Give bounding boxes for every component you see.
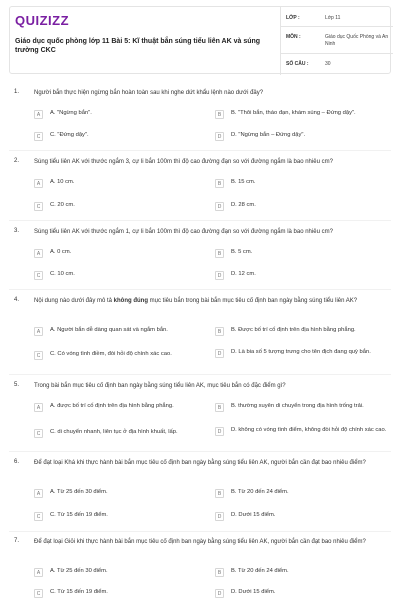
question-divider	[9, 150, 391, 151]
option-text: C. Có vóng tình điềm, đòi hỏi độ chính xác cao.	[50, 351, 172, 357]
meta-row-subject	[281, 27, 393, 54]
question-text: Người bắn thực hiện ngừng bắn hoàn toàn sau khi nghe dứt khẩu lệnh nào dưới đây?	[34, 90, 264, 96]
option-text: D. không có vóng tình điểm, không đòi hỏi độ chính xác cao.	[231, 427, 387, 433]
question-text: Súng tiểu liên AK với thước ngắm 1, cự li bắn 100m thì độ cao đường đạn so với đường ngắm là bao nhiêu cm?	[34, 229, 333, 235]
question-text: Trong bài bắn mục tiêu cố định ban ngày bằng súng tiểu liên AK, mục tiêu bắn có đặc điểm gì?	[34, 383, 286, 389]
option-letter-badge: C	[34, 589, 43, 598]
option-letter-badge: A	[34, 179, 43, 188]
option-letter-badge: A	[34, 249, 43, 258]
option-text: A. Từ 25 đến 30 điểm.	[50, 568, 108, 574]
option-text: B. thường xuyên di chuyển trong địa hình trống trải.	[231, 403, 364, 409]
option-text: B. "Thôi bắn, tháo đạn, khám súng – Đứng dậy".	[231, 110, 356, 116]
option-letter-badge: C	[34, 429, 43, 438]
option-text: B. Từ 20 đến 24 điểm.	[231, 489, 289, 495]
option-text: D. Dưới 15 điểm.	[231, 512, 276, 518]
option-letter-badge: D	[215, 132, 224, 141]
option-letter-badge: B	[215, 568, 224, 577]
subject-value: Giáo dục Quốc Phòng và An Ninh	[325, 34, 389, 47]
question-number: 7.	[14, 538, 20, 544]
question-number: 4.	[14, 297, 20, 303]
option-text: C. 10 cm.	[50, 271, 75, 277]
option-letter-badge: B	[215, 489, 224, 498]
option-letter-badge: A	[34, 568, 43, 577]
option-letter-badge: A	[34, 327, 43, 336]
option-letter-badge: D	[215, 512, 224, 521]
subject-label: MÔN :	[286, 34, 301, 40]
question-text: Nội dung nào dưới đây mô tả không đúng mục tiêu bắn trong bài bắn mục tiêu cố định ban ngày bằng súng tiểu liên AK?	[34, 298, 358, 304]
question-divider	[9, 531, 391, 532]
option-text: D. Dưới 15 điểm.	[231, 589, 276, 595]
option-letter-badge: B	[215, 110, 224, 119]
option-text: D. "Ngừng bắn – Đứng dậy".	[231, 132, 306, 138]
question-text: Để đạt loại Khá khi thực hành bài bắn mục tiêu cố định ban ngày bằng súng tiểu liên AK, người bắn cần đạt bao nhiêu điểm?	[34, 460, 366, 466]
question-number: 5.	[14, 382, 20, 388]
option-text: C. di chuyển nhanh, liên tục ở địa hình khuất, lấp.	[50, 429, 178, 435]
option-text: C. 20 cm.	[50, 202, 75, 208]
option-letter-badge: C	[34, 132, 43, 141]
question-divider	[9, 451, 391, 452]
option-text: A. được bố trí cố định trên địa hình bằng phẳng.	[50, 403, 174, 409]
option-letter-badge: D	[215, 271, 224, 280]
option-letter-badge: B	[215, 403, 224, 412]
option-text: A. 0 cm.	[50, 249, 72, 255]
question-text: Súng tiểu liên AK với thước ngắm 3, cự li bắn 100m thì độ cao đường đạn so với đường ngắm là bao nhiêu cm?	[34, 159, 333, 165]
class-label: LỚP :	[286, 15, 300, 21]
emphasis-text: không đúng	[113, 298, 148, 304]
option-text: B. Từ 20 đến 24 điểm.	[231, 568, 289, 574]
class-value: Lớp 11	[325, 15, 341, 21]
option-letter-badge: C	[34, 202, 43, 211]
option-letter-badge: C	[34, 512, 43, 521]
meta-table	[280, 7, 392, 75]
option-text: D. 12 cm.	[231, 271, 256, 277]
count-value: 30	[325, 61, 331, 67]
option-letter-badge: D	[215, 202, 224, 211]
meta-row-class	[281, 7, 393, 27]
question-number: 6.	[14, 459, 20, 465]
option-text: C. Từ 15 đến 19 điểm.	[50, 589, 108, 595]
option-letter-badge: C	[34, 271, 43, 280]
worksheet-header	[9, 6, 391, 74]
option-text: B. Được bố trí cố định trên địa hình bằng phẳng.	[231, 327, 356, 333]
option-text: A. Từ 25 đến 30 điểm.	[50, 489, 108, 495]
question-text: Để đạt loại Giỏi khi thực hành bài bắn mục tiêu cố định ban ngày bằng súng tiểu liên AK, người bắn cần đạt bao nhiêu điểm?	[34, 539, 366, 545]
option-letter-badge: A	[34, 403, 43, 412]
question-number: 1.	[14, 89, 20, 95]
quizizz-logo: QUIZIZZ	[15, 13, 70, 28]
question-number: 2.	[14, 158, 20, 164]
option-letter-badge: B	[215, 179, 224, 188]
question-divider	[9, 220, 391, 221]
option-letter-badge: B	[215, 249, 224, 258]
option-letter-badge: B	[215, 327, 224, 336]
question-divider	[9, 289, 391, 290]
option-text: B. 5 cm.	[231, 249, 253, 255]
option-text: D. 28 cm.	[231, 202, 256, 208]
option-text: C. Từ 15 đến 19 điểm.	[50, 512, 108, 518]
option-text: A. 10 cm.	[50, 179, 75, 185]
option-text: A. Người bắn dễ dàng quan sát và ngắm bắn.	[50, 327, 168, 333]
option-letter-badge: D	[215, 349, 224, 358]
option-letter-badge: D	[215, 589, 224, 598]
meta-row-count	[281, 54, 393, 75]
question-number: 3.	[14, 228, 20, 234]
count-label: SỐ CÂU :	[286, 61, 309, 67]
option-letter-badge: C	[34, 351, 43, 360]
option-text: C. "Đứng dậy".	[50, 132, 89, 138]
option-letter-badge: D	[215, 427, 224, 436]
option-text: A. "Ngừng bắn".	[50, 110, 92, 116]
question-divider	[9, 374, 391, 375]
worksheet-title: Giáo dục quốc phòng lớp 11 Bài 5: Kĩ thuật bắn súng tiểu liên AK và súng trường CKC	[15, 38, 261, 55]
option-text: B. 15 cm.	[231, 179, 256, 185]
option-letter-badge: A	[34, 489, 43, 498]
option-text: D. Là bia số 5 tượng trưng cho tên địch đang quỳ bắn.	[231, 349, 371, 355]
option-letter-badge: A	[34, 110, 43, 119]
